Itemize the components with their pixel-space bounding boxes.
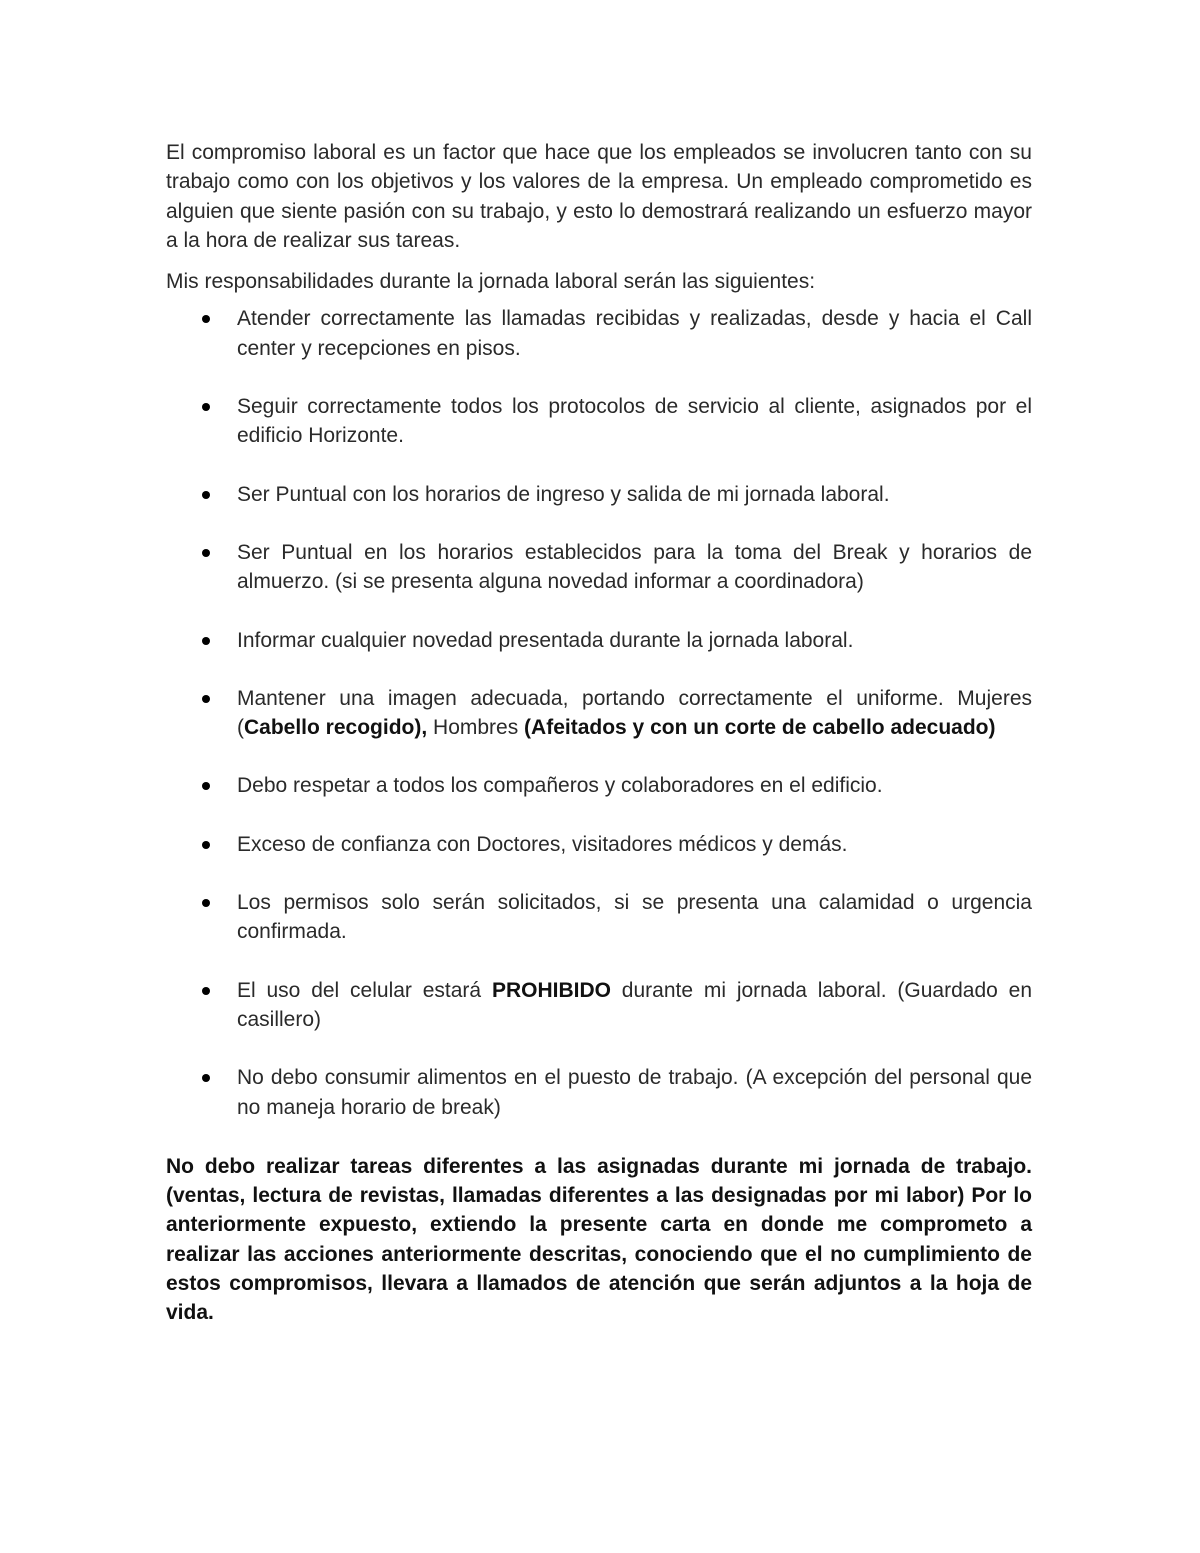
bullet-icon bbox=[202, 403, 210, 411]
list-item-text: Ser Puntual con los horarios de ingreso y salida de mi jornada laboral. bbox=[237, 482, 890, 506]
list-item-text: Ser Puntual en los horarios establecidos para la toma del Break y horarios de almuerzo. (si se presenta alguna novedad informar a coordinadora) bbox=[237, 540, 1032, 594]
bullet-icon bbox=[202, 637, 210, 645]
bullet-icon bbox=[202, 315, 210, 323]
list-item-text: Informar cualquier novedad presentada durante la jornada laboral. bbox=[237, 628, 854, 652]
list-item-bold-text: Cabello recogido), bbox=[244, 716, 428, 740]
list-item bbox=[166, 1063, 1032, 1122]
bullet-icon bbox=[202, 491, 210, 499]
list-item bbox=[166, 392, 1032, 451]
list-item bbox=[166, 304, 1032, 363]
list-item-text: No debo consumir alimentos en el puesto de trabajo. (A excepción del personal que no maneja horario de break) bbox=[237, 1066, 1032, 1119]
list-item-text: Exceso de confianza con Doctores, visitadores médicos y demás. bbox=[237, 832, 848, 856]
list-item-text: Seguir correctamente todos los protocolos de servicio al cliente, asignados por el edificio Horizonte. bbox=[237, 395, 1032, 448]
list-item bbox=[166, 626, 1032, 655]
list-item bbox=[166, 684, 1032, 743]
bullet-icon bbox=[202, 899, 210, 907]
bullet-icon bbox=[202, 549, 210, 557]
responsibilities-list bbox=[166, 304, 1032, 1121]
list-item bbox=[166, 538, 1032, 597]
document-page bbox=[166, 138, 1032, 1328]
list-item bbox=[166, 888, 1032, 947]
bullet-icon bbox=[202, 841, 210, 849]
list-item bbox=[166, 480, 1032, 509]
list-item-text: Mantener una imagen adecuada, portando correctamente el uniforme. Mujeres ( bbox=[237, 686, 1032, 740]
responsibilities-lead: Mis responsabilidades durante la jornada laboral serán las siguientes: bbox=[166, 270, 816, 294]
bullet-icon bbox=[202, 1074, 210, 1082]
list-item bbox=[166, 976, 1032, 1035]
intro-paragraph: El compromiso laboral es un factor que hace que los empleados se involucren tanto con su trabajo como con los objetivos y los valores de la empresa. Un empleado comprometido es alguien que siente pasión con su trabajo, y esto lo demostrará realizando un esfuerzo mayor a la hora de realizar sus tareas. bbox=[166, 141, 1032, 252]
bullet-icon bbox=[202, 782, 210, 790]
list-item bbox=[166, 771, 1032, 800]
list-item-text: Hombres bbox=[427, 716, 525, 740]
list-item-text: El uso del celular estará bbox=[237, 978, 492, 1002]
list-item-text: Atender correctamente las llamadas recibidas y realizadas, desde y hacia el Call center y recepciones en pisos. bbox=[237, 307, 1032, 360]
list-item bbox=[166, 830, 1032, 859]
list-item-text: durante mi jornada laboral. (Guardado en casillero) bbox=[237, 978, 1032, 1031]
bullet-icon bbox=[202, 695, 210, 703]
bullet-icon bbox=[202, 987, 210, 995]
list-item-text: Debo respetar a todos los compañeros y colaboradores en el edificio. bbox=[237, 774, 883, 798]
closing-paragraph: No debo realizar tareas diferentes a las asignadas durante mi jornada de trabajo. (ventas, lectura de revistas, llamadas diferentes a las designadas por mi labor) Por lo anteriormente expuesto, extiendo la presente carta en donde me comprometo a realizar las acciones anteriormente descritas, conociendo que el no cumplimiento de estos compromisos, llevara a llamados de atención que serán adjuntos a la hoja de vida. bbox=[166, 1154, 1032, 1325]
list-item-text: Los permisos solo serán solicitados, si se presenta una calamidad o urgencia confirmada. bbox=[237, 891, 1032, 944]
list-item-bold-text: PROHIBIDO bbox=[491, 978, 611, 1002]
list-item-bold-text: (Afeitados y con un corte de cabello adecuado) bbox=[524, 716, 996, 740]
